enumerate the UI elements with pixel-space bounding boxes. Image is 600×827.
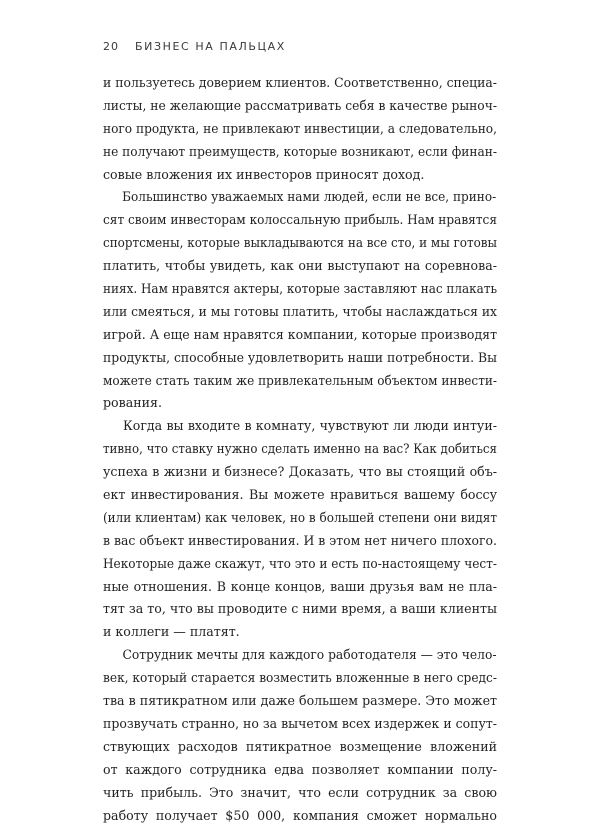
text-line: и коллеги — платят. [103, 621, 497, 644]
text-line: от каждого сотрудника едва позволяет компании полу- [103, 759, 497, 782]
text-line: успеха в жизни и бизнесе? Доказать, что вы стоящий объ- [103, 461, 497, 484]
text-line: прозвучать странно, но за вычетом всех издержек и сопут- [103, 713, 497, 736]
text-line: Большинство уважаемых нами людей, если не все, прино- [103, 186, 497, 209]
paragraph [103, 186, 497, 415]
text-line: (или клиентам) как человек, но в большей степени они видят [103, 507, 497, 530]
text-line: не получают преимуществ, которые возникают, если финан- [103, 141, 497, 164]
text-line: сят своим инвесторам колоссальную прибыль. Нам нравятся [103, 209, 497, 232]
text-line: Некоторые даже скажут, что это и есть по-настоящему чест- [103, 553, 497, 576]
text-line: тят за то, что вы проводите с ними время, а ваши клиенты [103, 598, 497, 621]
running-head [103, 40, 286, 53]
text-line: работу получает $50 000, компания сможет нормально [103, 805, 497, 827]
text-line: век, который старается возместить вложенные в него средс- [103, 667, 497, 690]
text-line: и пользуетесь доверием клиентов. Соответственно, специа- [103, 72, 497, 95]
text-line: можете стать таким же привлекательным объектом инвести- [103, 370, 497, 393]
text-line: листы, не желающие рассматривать себя в качестве рыноч- [103, 95, 497, 118]
text-line: ного продукта, не привлекают инвестиции, а следовательно, [103, 118, 497, 141]
text-line: ствующих расходов пятикратное возмещение вложений [103, 736, 497, 759]
page-number: 20 [103, 40, 119, 53]
text-line: Сотрудник мечты для каждого работодателя — это чело- [103, 644, 497, 667]
text-line: тивно, что ставку нужно сделать именно на вас? Как добиться [103, 438, 497, 461]
paragraph [103, 644, 497, 827]
text-line: совые вложения их инвесторов приносят доход. [103, 164, 497, 187]
text-line: рования. [103, 392, 497, 415]
text-line: игрой. А еще нам нравятся компании, которые производят [103, 324, 497, 347]
text-line: платить, чтобы увидеть, как они выступают на соревнова- [103, 255, 497, 278]
text-line: ные отношения. В конце концов, ваши друзья вам не пла- [103, 576, 497, 599]
body-text [103, 72, 497, 827]
text-line: или смеяться, и мы готовы платить, чтобы наслаждаться их [103, 301, 497, 324]
text-line: чить прибыль. Это значит, что если сотрудник за свою [103, 782, 497, 805]
paragraph [103, 72, 497, 186]
text-line: ект инвестирования. Вы можете нравиться вашему боссу [103, 484, 497, 507]
text-line: Когда вы входите в комнату, чувствуют ли люди интуи- [103, 415, 497, 438]
text-line: в вас объект инвестирования. И в этом нет ничего плохого. [103, 530, 497, 553]
running-title: БИЗНЕС НА ПАЛЬЦАХ [135, 40, 286, 53]
text-line: продукты, способные удовлетворить наши потребности. Вы [103, 347, 497, 370]
text-line: тва в пятикратном или даже большем размере. Это может [103, 690, 497, 713]
paragraph [103, 415, 497, 644]
text-line: спортсмены, которые выкладываются на все сто, и мы готовы [103, 232, 497, 255]
text-line: ниях. Нам нравятся актеры, которые заставляют нас плакать [103, 278, 497, 301]
